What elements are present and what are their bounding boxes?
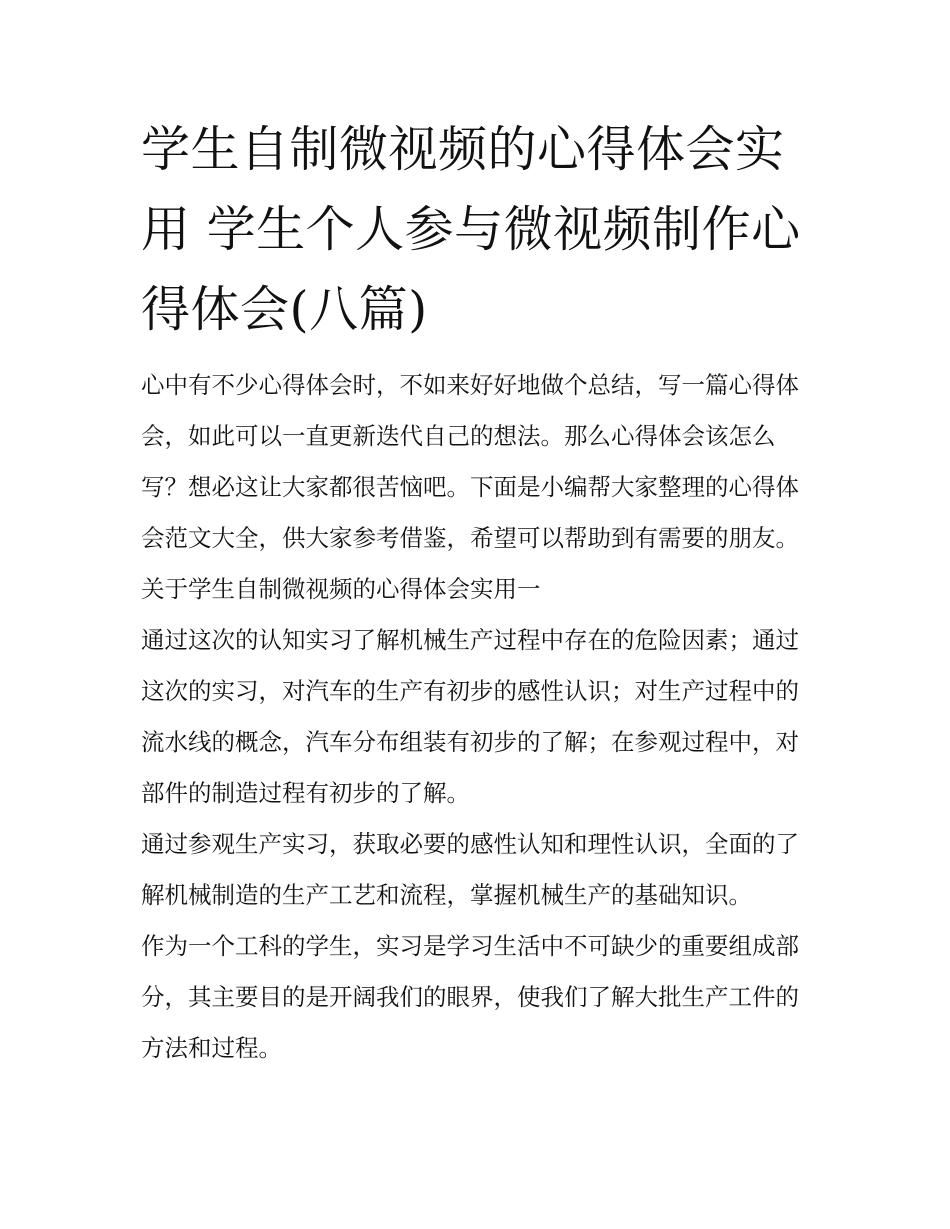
document-body (141, 360, 813, 1074)
intro-paragraph: 心中有不少心得体会时，不如来好好地做个总结，写一篇心得体会，如此可以一直更新迭代自己的想法。那么心得体会该怎么写？想必这让大家都很苦恼吧。下面是小编帮大家整理的心得体会范文大全，供大家参考借鉴，希望可以帮助到有需要的朋友。 (141, 371, 799, 552)
document-title: 学生自制微视频的心得体会实用 学生个人参与微视频制作心得体会(八篇) (141, 121, 801, 338)
body-paragraph: 作为一个工科的学生，实习是学习生活中不可缺少的重要组成部分，其主要目的是开阔我们的眼界，使我们了解大批生产工件的方法和过程。 (141, 932, 799, 1062)
body-paragraph: 通过这次的认知实习了解机械生产过程中存在的危险因素；通过这次的实习，对汽车的生产有初步的感性认识；对生产过程中的流水线的概念，汽车分布组装有初步的了解；在参观过程中，对部件的制造过程有初步的了解。 (141, 626, 799, 807)
section-heading: 关于学生自制微视频的心得体会实用一 (141, 575, 541, 603)
document-page (141, 110, 813, 1074)
body-paragraph: 通过参观生产实习，获取必要的感性认知和理性认识，全面的了解机械制造的生产工艺和流程，掌握机械生产的基础知识。 (141, 830, 799, 909)
